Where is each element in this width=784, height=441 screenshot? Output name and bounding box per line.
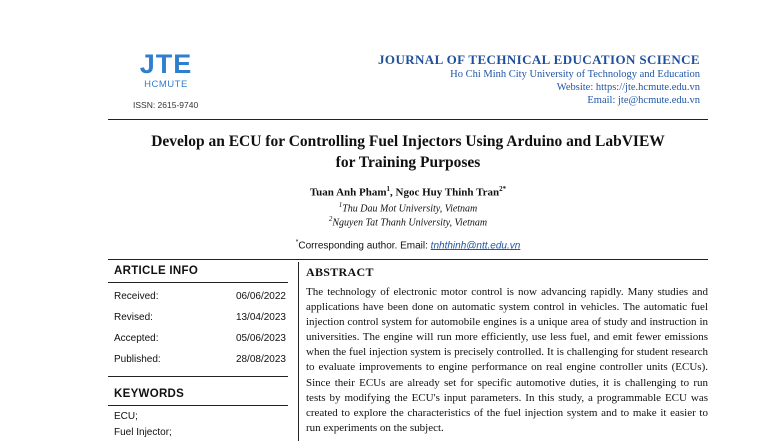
column-divider — [298, 262, 299, 441]
corresponding-label: Corresponding author. Email: — [298, 240, 431, 252]
journal-info — [378, 52, 700, 107]
abstract-text: The technology of electronic motor control is now advancing rapidly. Many studies and applications have been done on automatic system control in vehicles. The automatic fuel injection control system for automobile engines is a unique area of study and instruction in universities. The engine will run more efficiently, use less fuel, and emit fewer emissions when the fuel injection system is precisely controlled. It is challenging for student research to evaluate improvements to engine performance on real engine controller units (ECUs). Since their ECUs are already set for specific automotive duties, it is challenging to run tests by modifying the ECU's input parameters. In this study, a programmable ECU was created to explore the characteristics of the fuel injection system and to make it easier to run experiments on the subject. — [306, 286, 708, 434]
article-info-heading: ARTICLE INFO — [114, 265, 199, 277]
article-info-divider — [108, 282, 288, 283]
published-label: Published: — [114, 354, 161, 365]
affiliation-1-mark: 1 — [338, 201, 343, 209]
affiliation-2-mark: 2 — [328, 215, 333, 223]
journal-name: JOURNAL OF TECHNICAL EDUCATION SCIENCE — [378, 52, 700, 67]
journal-university: Ho Chi Minh City University of Technology and Education — [450, 69, 700, 80]
author-list — [108, 185, 708, 199]
paper-title-line-1: Develop an ECU for Controlling Fuel Injectors Using Arduino and LabVIEW — [151, 133, 665, 150]
abstract-heading: ABSTRACT — [306, 265, 374, 279]
revised-date: 13/04/2023 — [235, 312, 286, 323]
author-2-affiliation-mark: 2* — [499, 185, 507, 193]
received-label: Received: — [114, 291, 159, 302]
author-separator: , — [390, 186, 396, 199]
keywords-top-divider — [108, 376, 288, 377]
keyword-item: ECU; — [114, 411, 138, 422]
paper-title-line-2: for Training Purposes — [335, 154, 481, 171]
journal-website[interactable]: Website: https://jte.hcmute.edu.vn — [556, 82, 700, 93]
header-divider — [108, 119, 708, 120]
body-divider — [108, 259, 708, 260]
received-date: 06/06/2022 — [235, 291, 286, 302]
corresponding-email-link[interactable]: tnhthinh@ntt.edu.vn — [430, 240, 521, 252]
corresponding-mark: * — [295, 239, 299, 246]
affiliation-2 — [108, 215, 708, 228]
keywords-heading: KEYWORDS — [114, 388, 185, 400]
journal-email[interactable]: Email: jte@hcmute.edu.vn — [587, 95, 700, 106]
revised-row — [114, 312, 286, 323]
corresponding-author — [108, 239, 708, 251]
accepted-label: Accepted: — [114, 333, 159, 344]
keyword-item: Fuel Injector; — [114, 427, 172, 438]
journal-logo: JTE — [139, 49, 193, 79]
published-date: 28/08/2023 — [235, 354, 286, 365]
journal-logo-subtitle: HCMUTE — [144, 79, 188, 90]
keywords-divider — [108, 405, 288, 406]
accepted-date: 05/06/2023 — [235, 333, 286, 344]
paper-title — [108, 131, 708, 173]
accepted-row — [114, 333, 286, 344]
affiliation-1-text: Thu Dau Mot University, Vietnam — [342, 203, 478, 215]
author-2: Ngoc Huy Thinh Tran — [395, 186, 500, 199]
issn: ISSN: 2615-9740 — [133, 100, 199, 110]
affiliation-2-text: Nguyen Tat Thanh University, Vietnam — [332, 217, 488, 229]
published-row — [114, 354, 286, 365]
author-1-affiliation-mark: 1 — [386, 185, 390, 193]
author-1: Tuan Anh Pham — [309, 186, 387, 199]
revised-label: Revised: — [114, 312, 153, 323]
affiliation-1 — [108, 201, 708, 214]
received-row — [114, 291, 286, 302]
